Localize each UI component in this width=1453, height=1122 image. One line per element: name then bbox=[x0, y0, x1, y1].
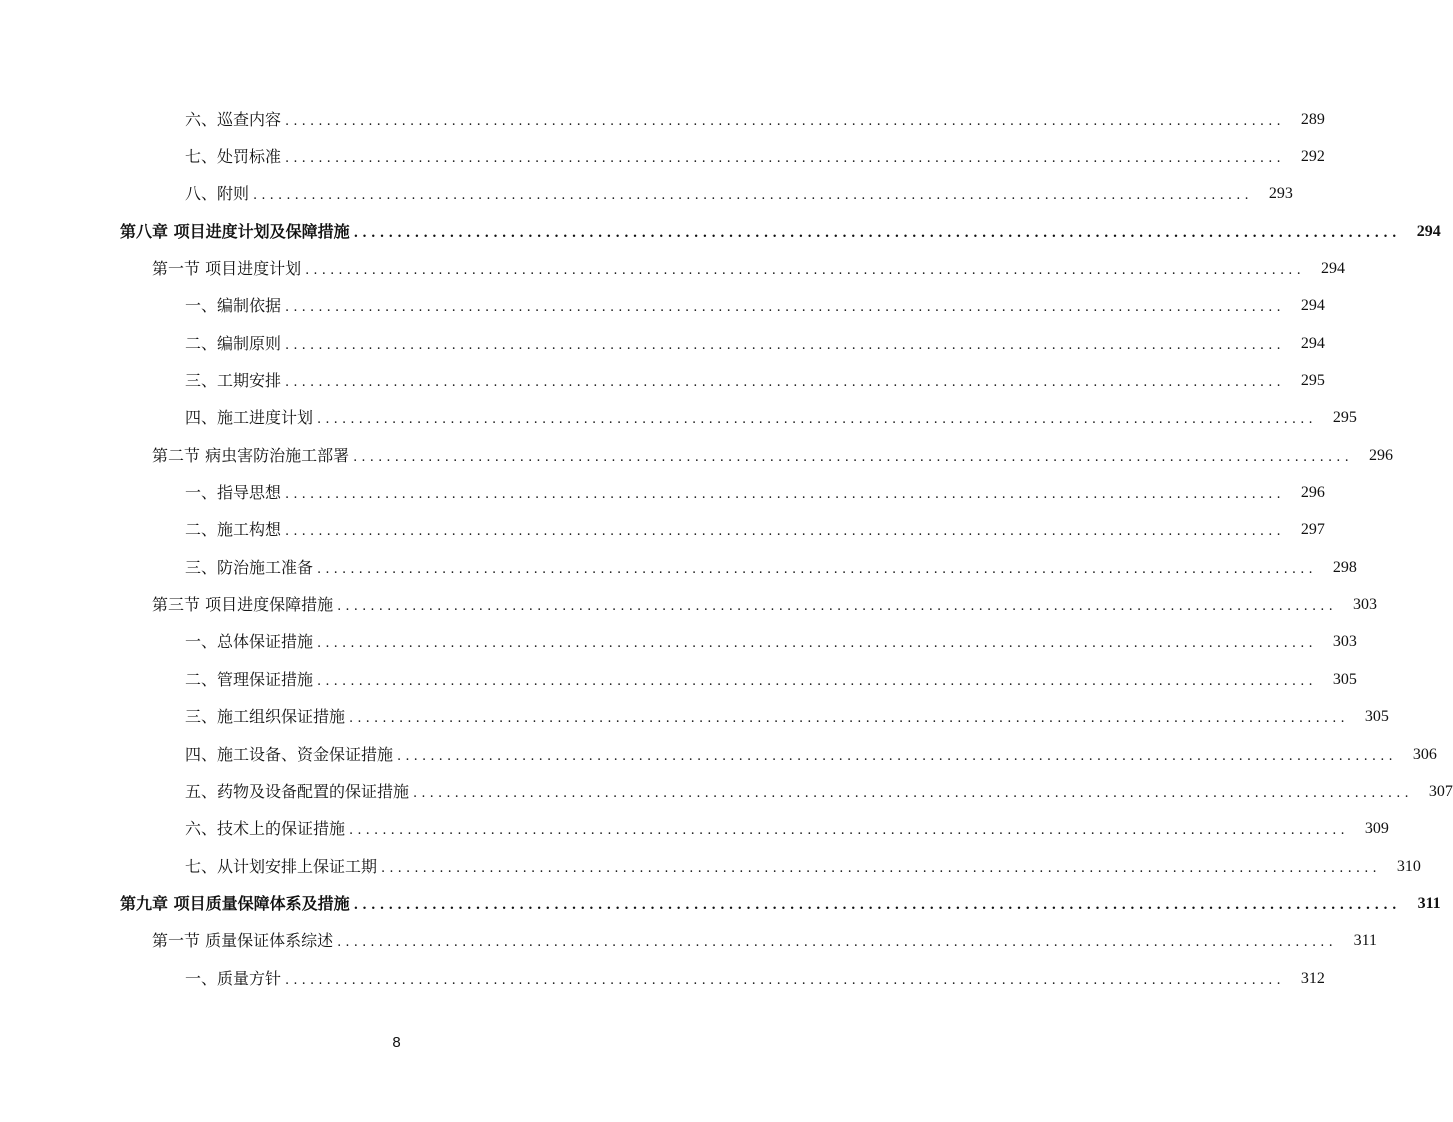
toc-entry-page-number: 311 bbox=[1417, 894, 1441, 912]
toc-entry-page-number: 294 bbox=[1320, 260, 1345, 278]
toc-entry-title: 第一节 质量保证体系综述 bbox=[152, 931, 334, 951]
toc-dot-leader: ........................................................................................................................ bbox=[397, 748, 1397, 764]
toc-entry-page-number: 294 bbox=[1300, 334, 1325, 352]
toc-entry-page-number: 311 bbox=[1353, 932, 1377, 950]
toc-entry-chapter[interactable] bbox=[0, 885, 1441, 922]
toc-entry-page-number: 295 bbox=[1300, 372, 1325, 390]
toc-entry-item[interactable] bbox=[0, 960, 1325, 997]
toc-entry-title: 八、附则 bbox=[185, 184, 250, 204]
page-number: 8 bbox=[392, 1034, 401, 1051]
toc-entry-title: 七、处罚标准 bbox=[185, 147, 282, 167]
toc-entry-item[interactable] bbox=[0, 474, 1325, 511]
toc-dot-leader: ........................................................................................................................ bbox=[353, 225, 1401, 241]
toc-dot-leader: ........................................................................................................................ bbox=[349, 711, 1349, 727]
toc-entry-page-number: 289 bbox=[1300, 110, 1325, 128]
toc-entry-title: 六、巡查内容 bbox=[185, 109, 282, 129]
toc-entry-page-number: 303 bbox=[1332, 633, 1357, 651]
toc-entry-section[interactable] bbox=[0, 250, 1345, 287]
toc-entry-item[interactable] bbox=[0, 736, 1437, 773]
toc-entry-item[interactable] bbox=[0, 138, 1325, 175]
toc-dot-leader: ........................................................................................................................ bbox=[317, 561, 1317, 577]
toc-entry-title: 一、质量方针 bbox=[185, 968, 282, 988]
toc-entry-page-number: 297 bbox=[1300, 521, 1325, 539]
toc-entry-page-number: 306 bbox=[1412, 745, 1437, 763]
toc-entry-page-number: 303 bbox=[1352, 596, 1377, 614]
toc-entry-section[interactable] bbox=[0, 586, 1377, 623]
toc-entry-page-number: 312 bbox=[1300, 969, 1325, 987]
toc-entry-page-number: 296 bbox=[1368, 446, 1393, 464]
toc-entry-title: 一、总体保证措施 bbox=[185, 632, 314, 652]
toc-entry-item[interactable] bbox=[0, 549, 1357, 586]
toc-entry-page-number: 293 bbox=[1268, 185, 1293, 203]
toc-entry-page-number: 295 bbox=[1332, 409, 1357, 427]
toc-entry-title: 六、技术上的保证措施 bbox=[185, 819, 346, 839]
toc-dot-leader: ........................................................................................................................ bbox=[337, 599, 1337, 615]
toc-dot-leader: ........................................................................................................................ bbox=[413, 785, 1413, 801]
toc-entry-title: 一、指导思想 bbox=[185, 483, 282, 503]
toc-entry-item[interactable] bbox=[0, 176, 1293, 213]
toc-entry-title: 三、施工组织保证措施 bbox=[185, 707, 346, 727]
toc-entry-title: 三、工期安排 bbox=[185, 371, 282, 391]
toc-entry-title: 第三节 项目进度保障措施 bbox=[152, 595, 334, 615]
toc-entry-title: 四、施工设备、资金保证措施 bbox=[185, 744, 394, 764]
toc-entry-item[interactable] bbox=[0, 773, 1453, 810]
toc-entry-page-number: 305 bbox=[1364, 708, 1389, 726]
toc-entry-title: 一、编制依据 bbox=[185, 296, 282, 316]
toc-dot-leader: ........................................................................................................................ bbox=[353, 449, 1353, 465]
toc-dot-leader: ........................................................................................................................ bbox=[317, 673, 1317, 689]
toc-entry-item[interactable] bbox=[0, 699, 1389, 736]
toc-entry-item[interactable] bbox=[0, 624, 1357, 661]
toc-entry-page-number: 309 bbox=[1364, 820, 1389, 838]
toc-entry-title: 第一节 项目进度计划 bbox=[152, 259, 302, 279]
toc-entry-page-number: 294 bbox=[1300, 297, 1325, 315]
toc-dot-leader: ........................................................................................................................ bbox=[285, 300, 1285, 316]
toc-dot-leader: ........................................................................................................................ bbox=[317, 636, 1317, 652]
toc-dot-leader: ........................................................................................................................ bbox=[285, 151, 1285, 167]
toc-dot-leader: ........................................................................................................................ bbox=[285, 487, 1285, 503]
toc-entry-title: 二、编制原则 bbox=[185, 333, 282, 353]
toc-entry-page-number: 298 bbox=[1332, 558, 1357, 576]
toc-entry-item[interactable] bbox=[0, 661, 1357, 698]
toc-entry-title: 第二节 病虫害防治施工部署 bbox=[152, 445, 350, 465]
toc-entry-page-number: 310 bbox=[1396, 857, 1421, 875]
toc-dot-leader: ........................................................................................................................ bbox=[349, 823, 1349, 839]
toc-entry-chapter[interactable] bbox=[0, 213, 1441, 250]
toc-entry-item[interactable] bbox=[0, 288, 1325, 325]
toc-dot-leader: ........................................................................................................................ bbox=[317, 412, 1317, 428]
toc-entry-item[interactable] bbox=[0, 362, 1325, 399]
toc-entry-title: 七、从计划安排上保证工期 bbox=[185, 856, 378, 876]
toc-entry-title: 四、施工进度计划 bbox=[185, 408, 314, 428]
toc-entry-item[interactable] bbox=[0, 325, 1325, 362]
toc-entry-page-number: 292 bbox=[1300, 148, 1325, 166]
toc-dot-leader: ........................................................................................................................ bbox=[381, 860, 1381, 876]
toc-entry-title: 二、施工构想 bbox=[185, 520, 282, 540]
toc-entry-item[interactable] bbox=[0, 400, 1357, 437]
toc-entry-item[interactable] bbox=[0, 811, 1389, 848]
toc-entry-item[interactable] bbox=[0, 512, 1325, 549]
toc-dot-leader: ........................................................................................................................ bbox=[285, 524, 1285, 540]
toc-entry-title: 第九章 项目质量保障体系及措施 bbox=[120, 893, 350, 913]
toc-dot-leader: ........................................................................................................................ bbox=[353, 897, 1401, 913]
toc-entry-title: 三、防治施工准备 bbox=[185, 557, 314, 577]
toc-entry-section[interactable] bbox=[0, 437, 1393, 474]
toc-entry-section[interactable] bbox=[0, 923, 1377, 960]
toc-dot-leader: ........................................................................................................................ bbox=[285, 113, 1285, 129]
toc-dot-leader: ........................................................................................................................ bbox=[285, 972, 1285, 988]
toc-entry-page-number: 305 bbox=[1332, 670, 1357, 688]
toc-dot-leader: ........................................................................................................................ bbox=[285, 375, 1285, 391]
toc-entry-item[interactable] bbox=[0, 848, 1421, 885]
toc-entry-title: 第八章 项目进度计划及保障措施 bbox=[120, 221, 350, 241]
toc-dot-leader: ........................................................................................................................ bbox=[285, 337, 1285, 353]
toc-entry-page-number: 296 bbox=[1300, 484, 1325, 502]
toc-dot-leader: ........................................................................................................................ bbox=[305, 263, 1305, 279]
toc-entry-page-number: 294 bbox=[1416, 222, 1441, 240]
toc-dot-leader: ........................................................................................................................ bbox=[337, 935, 1337, 951]
toc-entry-title: 二、管理保证措施 bbox=[185, 669, 314, 689]
table-of-contents bbox=[0, 101, 1453, 997]
toc-entry-page-number: 307 bbox=[1428, 782, 1453, 800]
toc-dot-leader: ........................................................................................................................ bbox=[253, 188, 1253, 204]
toc-entry-item[interactable] bbox=[0, 101, 1325, 138]
toc-entry-title: 五、药物及设备配置的保证措施 bbox=[185, 781, 410, 801]
